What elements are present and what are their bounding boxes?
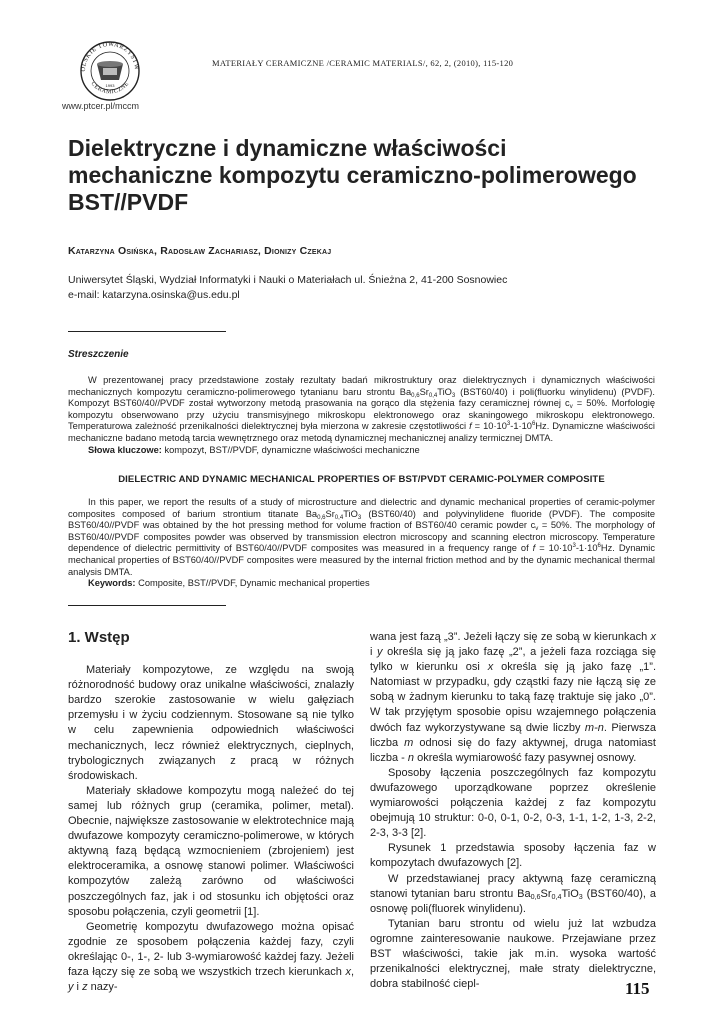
body-column-right [370, 630, 656, 992]
english-title: DIELECTRIC AND DYNAMIC MECHANICAL PROPERTIES OF BST/PVDT CERAMIC-POLYMER COMPOSITE [118, 474, 605, 485]
title-line-2: mechaniczne kompozytu ceramiczno-polimerowego [68, 162, 637, 188]
keywords-polish: Słowa kluczowe: kompozyt, BST//PVDF, dynamiczne właściwości mechaniczne [88, 444, 420, 455]
abstract-heading: Streszczenie [68, 349, 129, 360]
abstract-polish-text: W prezentowanej pracy przedstawione zostały rezultaty badań mikrostruktury oraz dielektrycznych i dynamicznych właściwości mechanicznych kompozytu ceramiczno-polimerowego tytanianu baru strontu $Ba_{0,6}Sr_{0,4}TiO_3$ (BST60/40) i poli(fluorku winylidenu) (PVDF). Kompozyt BST60/40//PVDF został wytworzony metodą prasowania na gorąco dla stężenia fazy ceramicznej równej $c_v = 50\%$. Morfologię kompozytu obserwowano przy użyciu transmisyjnego mikroskopu elektronowego oraz skaningowego mikroskopu elektronowego. Temperaturowa zależność przenikalności dielektrycznej była mierzona w zakresie częstotliwości $f = 10\cdot 10^3-1\cdot 10^6Hz$. Dynamiczne właściwości mechaniczne badano metodą tarcia wewnętrznego oraz metodą dynamicznej mechanicznej analizy termicznej DMTA. [68, 375, 655, 443]
author-email[interactable]: e-mail: katarzyna.osinska@us.edu.pl [68, 288, 240, 301]
abstract-polish [68, 375, 655, 456]
divider-top [68, 331, 226, 332]
affiliation-address: Uniwersytet Śląski, Wydział Informatyki i Nauki o Materiałach ul. Śnieżna 2, 41-200 Sosnowiec [68, 274, 508, 286]
paragraph: Tytanian baru strontu od wielu już lat wzbudza ogromne zainteresowanie naukowe. Przejawiane przez BST właściwości, takie jak m.in. wysoka wartość przenikalności elektrycznej, małe straty dielektryczne, dobra stabilność ciepl- [370, 917, 656, 991]
authors: Katarzyna Osińska, Radosław Zachariasz, Dionizy Czekaj [68, 245, 332, 257]
paragraph: Rysunek 1 przedstawia sposoby łączenia faz w kompozytach dwufazowych [2]. [370, 842, 656, 870]
abstract-english [68, 497, 655, 590]
svg-text:CERAMICZNE: CERAMICZNE [89, 80, 131, 96]
society-logo [70, 40, 150, 102]
divider-bottom [68, 605, 226, 606]
paragraph: Sposoby łączenia poszczególnych faz kompozytu dwufazowego uporządkowane poprzez określenie wymiarowości połączenia każdej z faz kompozytu obejmują 10 struktur: 0-0, 0-1, 0-2, 0-3, 1-1, 1-2, 1-3, 2-2, 2-3, 3-3 [2]. [370, 766, 656, 840]
affiliation [68, 273, 507, 302]
page-number: 115 [625, 979, 650, 998]
paragraph: wana jest fazą „3”. Jeżeli łączy się ze sobą w kierunkach x i y określa się ją jako fazę „2”, a jeżeli faza rozciąga się tylko w kierunku osi x określa się ją jako fazę „1”. Natomiast w przypadku, gdy cząstki fazy nie łączą się ze sobą w żadnym kierunku to taką fazę traktuje się jako „0”. W tak przyjętym sposobie opisu wzajemnego połączenia dwóch faz wykorzystywane są dwie liczby m-n. Pierwsza liczba m odnosi się do fazy aktywnej, druga natomiast liczba - n określa wymiarowość fazy pasywnej osnowy. [370, 631, 657, 764]
paragraph: Materiały kompozytowe, ze względu na swoją różnorodność budowy oraz unikalne właściwości, znalazły bardzo szerokie zastosowanie w wielu gałęziach przemysłu i w życiu codziennym. Stosowane są nie tylko w celu zapewnienia odpowiednich właściwości mechanicznych, lecz również elektrycznych, cieplnych, trybologicznych związanych z pracą w różnych środowiskach. [68, 664, 354, 782]
paragraph: Materiały składowe kompozytu mogą należeć do tej samej lub różnych grup (ceramika, polimer, metal). Obecnie, największe zastosowanie w elektrotechnice mają dwufazowe kompozyty ceramiczno-polimerowe, w których aktywną fazą będącą wzmocnieniem (zbrojeniem) jest elektroceramika, a osnowę stanowi polimer. Właściwości kompozytów zależą zarówno od właściwości poszczególnych faz, jak i od stosunku ich objętości oraz sposobu połączenia, czyli geometrii [1]. [68, 784, 354, 918]
title-line-3: BST//PVDF [68, 189, 189, 215]
paragraph: W przedstawianej pracy aktywną fazę ceramiczną stanowi tytanian baru strontu $Ba_{0,6}Sr_{0,4}TiO_3$ (BST60/40), a osnowę poli(fluorek winylidenu). [370, 872, 656, 915]
keywords-english: Keywords: Composite, BST//PVDF, Dynamic mechanical properties [88, 578, 370, 589]
body-column-left [68, 630, 354, 995]
svg-text:POLSKIE TOWARZYSTWO: OLSKIE TOWARZYSTW [79, 40, 141, 72]
abstract-english-text: In this paper, we report the results of a study of microstructure and dielectric and dynamic mechanical properties of ceramic-polymer composites composed of barium strontium titanate $Ba_{0,6}Sr_{0,4}TiO_3$ (BST60/40) and polyvinylidene fluoride (PVDF). The composite BST60/40//PVDF was obtained by the hot pressing method for volume fraction of BST60/40 ceramic powder $c_v = 50\%$. The morphology of BST60/40//PVDF composites powder was observed by transmission electron microscopy and scanning electron microscopy. Temperature dependence of dielectric permittivity of BST60/40//PVDF composites was measured in a frequency range of $f = 10\cdot 10^3-1\cdot 10^6Hz$. Dynamic mechanical properties of BST60/40//PVDF composites were measured by the internal friction method and by the dynamic mechanical thermal analysis DMTA. [68, 497, 655, 577]
journal-reference: MATERIAŁY CERAMICZNE /CERAMIC MATERIALS/, 62, 2, (2010), 115-120 [212, 58, 514, 68]
title-line-1: Dielektryczne i dynamiczne właściwości [68, 135, 507, 161]
section-heading-introduction: 1. Wstęp [68, 629, 130, 646]
paragraph: Geometrię kompozytu dwufazowego można opisać zgodnie ze sposobem połączenia każdej fazy, czyli określając 0-, 1-, 2- lub 3-wymiarowość każdej fazy. Jeżeli faza łączy się ze sobą we wszystkich trzech kierunkach x, y i z nazy- [68, 920, 354, 994]
svg-text:1993: 1993 [105, 83, 115, 88]
article-title [68, 135, 668, 216]
site-url[interactable]: www.ptcer.pl/mccm [62, 101, 140, 111]
